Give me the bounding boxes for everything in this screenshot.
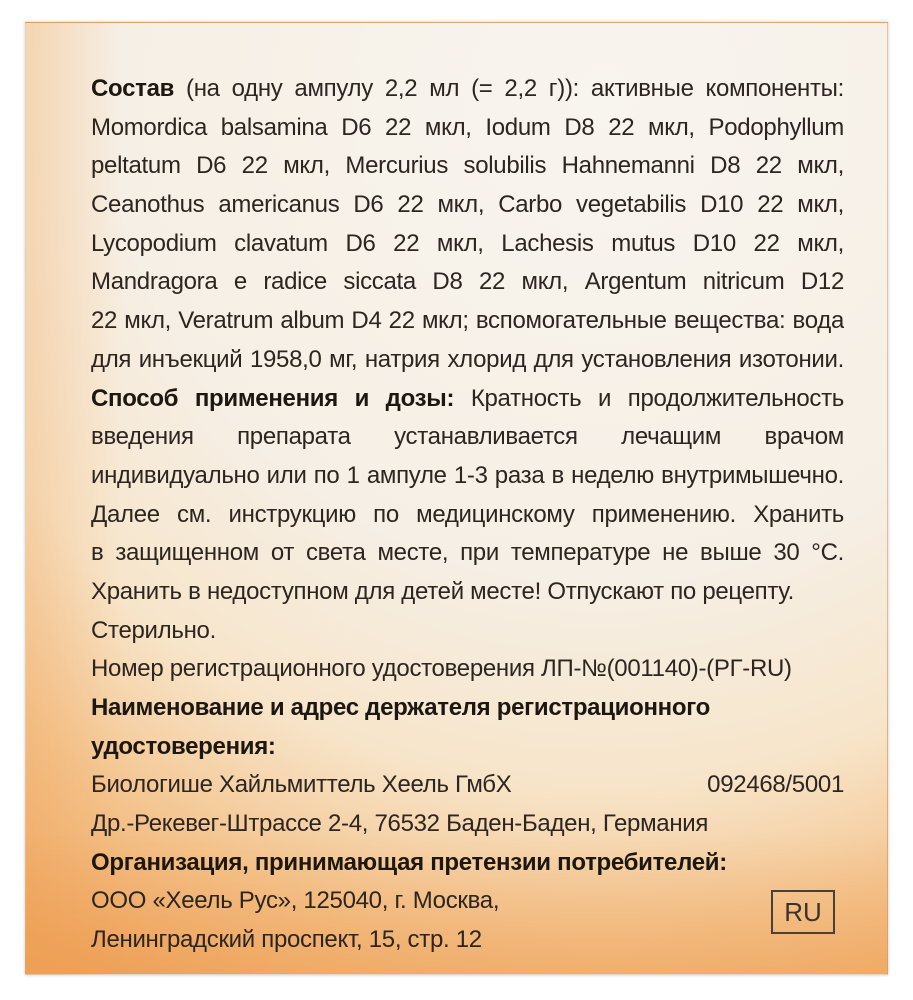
holder-name: Биологише Хайльмиттель Хеель ГмбХ: [91, 771, 512, 799]
label-line: Mandragora e radice siccata D8 22 мкл, Argentum nitricum D12: [91, 268, 844, 296]
label-line: Способ применения и дозы: Кратность и продолжительность: [91, 384, 844, 412]
section-heading: Состав: [91, 75, 175, 102]
ru-country-badge: RU: [771, 890, 835, 934]
label-line: индивидуально или по 1 ампуле 1-3 раза в неделю внутримышечно.: [91, 461, 844, 489]
label-line: [91, 728, 844, 767]
label-line: ООО «Хеель Рус», 125040, г. Москва,: [91, 887, 500, 915]
section-heading: удостоверения:: [91, 732, 276, 760]
section-heading: Организация, принимающая претензии потребителей:: [91, 848, 727, 876]
label-line: Momordica balsamina D6 22 мкл, Iodum D8 22 мкл, Podophyllum: [91, 113, 844, 141]
label-line: [91, 844, 844, 883]
label-line: Ленинградский проспект, 15, стр. 12: [91, 926, 482, 954]
label-line: Хранить в недоступном для детей месте! Отпускают по рецепту.: [91, 577, 794, 605]
label-line: Lycopodium clavatum D6 22 мкл, Lachesis mutus D10 22 мкл,: [91, 229, 844, 257]
section-heading: Способ применения и дозы:: [91, 384, 455, 412]
label-line: Далее см. инструкцию по медицинскому применению. Хранить: [91, 500, 844, 528]
section-heading: Наименование и адрес держателя регистрационного: [91, 694, 710, 721]
medication-label-panel: [25, 22, 888, 975]
label-line: Стерильно.: [91, 616, 216, 644]
label-line: 22 мкл, Veratrum album D4 22 мкл; вспомогательные вещества: вода: [91, 307, 844, 335]
label-line: Др.-Рекевег-Штрассе 2-4, 76532 Баден-Баден, Германия: [91, 810, 709, 838]
label-line: [91, 689, 844, 728]
label-line: peltatum D6 22 мкл, Mercurius solubilis Hahnemanni D8 22 мкл,: [91, 152, 844, 180]
label-line: Ceanothus americanus D6 22 мкл, Carbo vegetabilis D10 22 мкл,: [91, 191, 844, 219]
registration-code: 092468/5001: [707, 771, 844, 799]
label-line: Состав (на одну ампулу 2,2 мл (= 2,2 г)): активные компоненты:: [91, 75, 844, 102]
label-text-block: [26, 23, 887, 960]
label-line: для инъекций 1958,0 мг, натрия хлорид для установления изотонии.: [91, 345, 844, 373]
label-line: Номер регистрационного удостоверения ЛП-№(001140)-(РГ-RU): [91, 655, 792, 683]
label-line: в защищенном от света месте, при температуре не выше 30 °C.: [91, 539, 844, 567]
label-line: введения препарата устанавливается лечащим врачом: [91, 423, 844, 451]
label-line: [91, 766, 844, 805]
